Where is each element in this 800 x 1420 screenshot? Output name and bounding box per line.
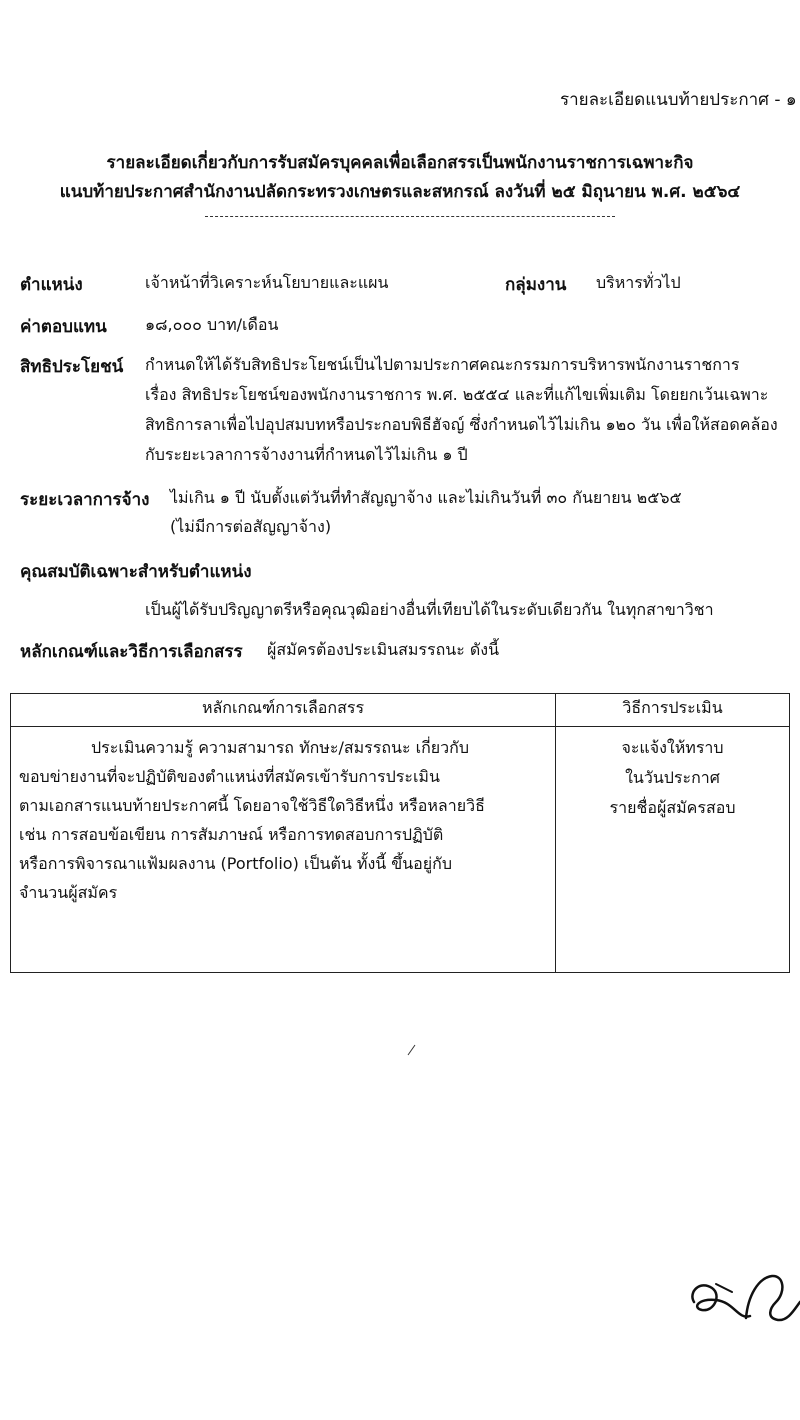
method-cell — [556, 727, 790, 973]
signature-icon — [686, 1262, 800, 1332]
employment-period-label: ระยะเวลาการจ้าง — [20, 490, 150, 510]
compensation-value: ๑๘,๐๐๐ บาท/เดือน — [145, 315, 279, 334]
employment-period-note: (ไม่มีการต่อสัญญาจ้าง) — [170, 517, 332, 536]
annex-reference: รายละเอียดแนบท้ายประกาศ - ๑ — [560, 90, 797, 110]
criteria-column-header: หลักเกณฑ์การเลือกสรร — [11, 694, 556, 727]
qualification-label: คุณสมบัติเฉพาะสำหรับตำแหน่ง — [20, 562, 252, 582]
benefits-label: สิทธิประโยชน์ — [20, 357, 124, 377]
dashed-divider — [205, 216, 615, 217]
criteria-line: ขอบข่ายงานที่จะปฏิบัติของตำแหน่งที่สมัครเข้ารับการประเมิน — [19, 767, 440, 786]
qualification-value: เป็นผู้ได้รับปริญญาตรีหรือคุณวุฒิอย่างอื่นที่เทียบได้ในระดับเดียวกัน ในทุกสาขาวิชา — [145, 600, 714, 619]
method-column-header: วิธีการประเมิน — [556, 694, 790, 727]
criteria-line: หรือการพิจารณาแฟ้มผลงาน (Portfolio) เป็นต้น ทั้งนี้ ขึ้นอยู่กับ — [19, 854, 452, 873]
criteria-cell — [11, 727, 556, 973]
position-label: ตำแหน่ง — [20, 275, 83, 295]
criteria-line: ตามเอกสารแนบท้ายประกาศนี้ โดยอาจใช้วิธีใดวิธีหนึ่ง หรือหลายวิธี — [19, 796, 485, 815]
benefits-line: เรื่อง สิทธิประโยชน์ของพนักงานราชการ พ.ศ. ๒๕๕๔ และที่แก้ไขเพิ่มเติม โดยยกเว้นเฉพาะ — [145, 385, 769, 404]
table-row — [11, 727, 790, 973]
document-title-line-2: แนบท้ายประกาศสำนักงานปลัดกระทรวงเกษตรและสหกรณ์ ลงวันที่ ๒๕ มิถุนายน พ.ศ. ๒๕๖๔ — [59, 182, 741, 202]
selection-criteria-table — [10, 693, 790, 973]
group-value: บริหารทั่วไป — [596, 273, 681, 292]
benefits-line: กับระยะเวลาการจ้างงานที่กำหนดไว้ไม่เกิน ๑ ปี — [145, 445, 468, 464]
method-line: จะแจ้งให้ทราบ — [621, 738, 724, 757]
criteria-line: เช่น การสอบข้อเขียน การสัมภาษณ์ หรือการทดสอบการปฏิบัติ — [19, 825, 444, 844]
group-label: กลุ่มงาน — [505, 275, 567, 295]
compensation-label: ค่าตอบแทน — [20, 317, 107, 337]
table-header-row — [11, 694, 790, 727]
selection-label: หลักเกณฑ์และวิธีการเลือกสรร — [20, 642, 243, 662]
criteria-line: ประเมินความรู้ ความสามารถ ทักษะ/สมรรถนะ เกี่ยวกับ — [91, 738, 469, 757]
selection-value: ผู้สมัครต้องประเมินสมรรถนะ ดังนี้ — [267, 640, 500, 659]
method-line: รายชื่อผู้สมัครสอบ — [609, 798, 736, 817]
benefits-line: สิทธิการลาเพื่อไปอุปสมบทหรือประกอบพิธีฮัจญ์ ซึ่งกำหนดไว้ไม่เกิน ๑๒๐ วัน เพื่อให้สอดคล้อง — [145, 415, 778, 434]
employment-period-value: ไม่เกิน ๑ ปี นับตั้งแต่วันที่ทำสัญญาจ้าง และไม่เกินวันที่ ๓๐ กันยายน ๒๕๖๕ — [170, 488, 682, 507]
pen-mark — [405, 1043, 419, 1057]
document-title-line-1: รายละเอียดเกี่ยวกับการรับสมัครบุคคลเพื่อเลือกสรรเป็นพนักงานราชการเฉพาะกิจ — [106, 153, 694, 173]
criteria-line: จำนวนผู้สมัคร — [19, 883, 118, 902]
benefits-line: กำหนดให้ได้รับสิทธิประโยชน์เป็นไปตามประกาศคณะกรรมการบริหารพนักงานราชการ — [145, 355, 740, 374]
method-line: ในวันประกาศ — [625, 768, 720, 787]
position-value: เจ้าหน้าที่วิเคราะห์นโยบายและแผน — [145, 273, 389, 292]
